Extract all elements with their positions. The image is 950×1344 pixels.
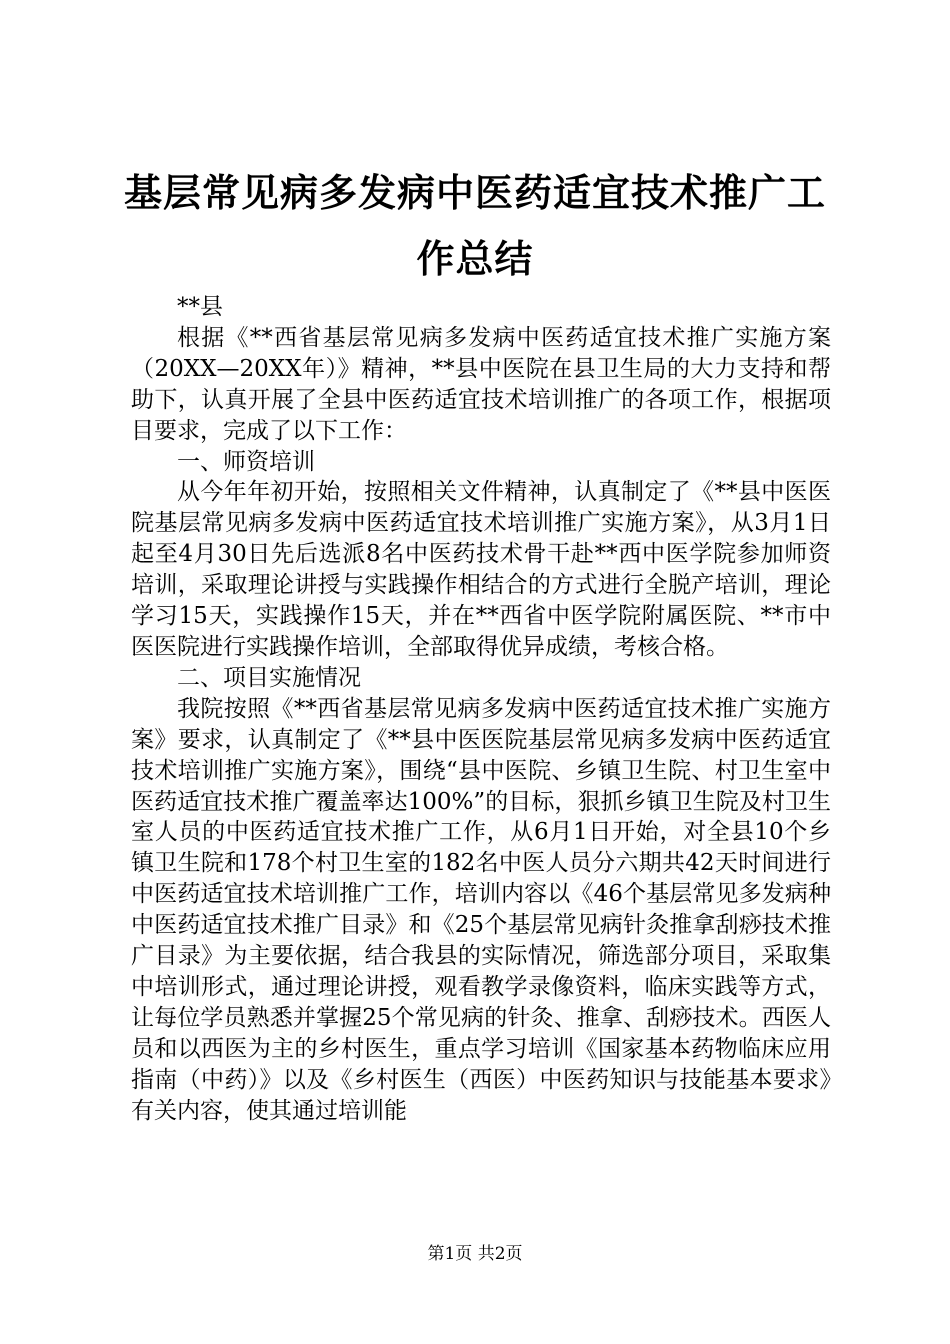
page-number-footer: 第1页 共2页 xyxy=(427,1244,523,1264)
section-heading-2: 二、项目实施情况 xyxy=(177,664,361,691)
document-title: 基层常见病多发病中医药适宜技术推广工作总结 xyxy=(123,170,826,281)
document-body xyxy=(131,292,831,1126)
section-2-paragraph: 我院按照《**西省基层常见病多发病中医药适宜技术推广实施方案》要求，认真制定了《**县中医医院基层常见病多发病中医药适宜技术培训推广实施方案》，围绕“县中医院、乡镇卫生院、村卫生室中医药适宜技术推广覆盖率达100%”的目标，狠抓乡镇卫生院及村卫生室人员的中医药适宜技术推广工作，从6月1日开始，对全县10个乡镇卫生院和178个村卫生室的182名中医人员分六期共42天时间进行中医药适宜技术培训推广工作，培训内容以《46个基层常见多发病种中医药适宜技术推广目录》和《25个基层常见病针灸推拿刮痧技术推广目录》为主要依据，结合我县的实际情况，筛选部分项目，采取集中培训形式，通过理论讲授，观看教学录像资料，临床实践等方式，让每位学员熟悉并掌握25个常见病的针灸、推拿、刮痧技术。西医人员和以西医为主的乡村医生，重点学习培训《国家基本药物临床应用指南（中药）》以及《乡村医生（西医）中医药知识与技能基本要求》有关内容，使其通过培训能 xyxy=(131,695,831,1124)
intro-paragraph: 根据《**西省基层常见病多发病中医药适宜技术推广实施方案（20XX—20XX年）》精神，**县中医院在县卫生局的大力支持和帮助下，认真开展了全县中医药适宜技术培训推广的各项工作，根据项目要求，完成了以下工作： xyxy=(131,324,831,444)
author-line: **县 xyxy=(177,294,223,320)
section-heading-1: 一、师资培训 xyxy=(177,448,315,475)
section-1-paragraph: 从今年年初开始，按照相关文件精神，认真制定了《**县中医医院基层常见病多发病中医药适宜技术培训推广实施方案》，从3月1日起至4月30日先后选派8名中医药技术骨干赴**西中医学院参加师资培训，采取理论讲授与实践操作相结合的方式进行全脱产培训，理论学习15天，实践操作15天，并在**西省中医学院附属医院、**市中医医院进行实践操作培训，全部取得优异成绩，考核合格。 xyxy=(131,479,831,660)
